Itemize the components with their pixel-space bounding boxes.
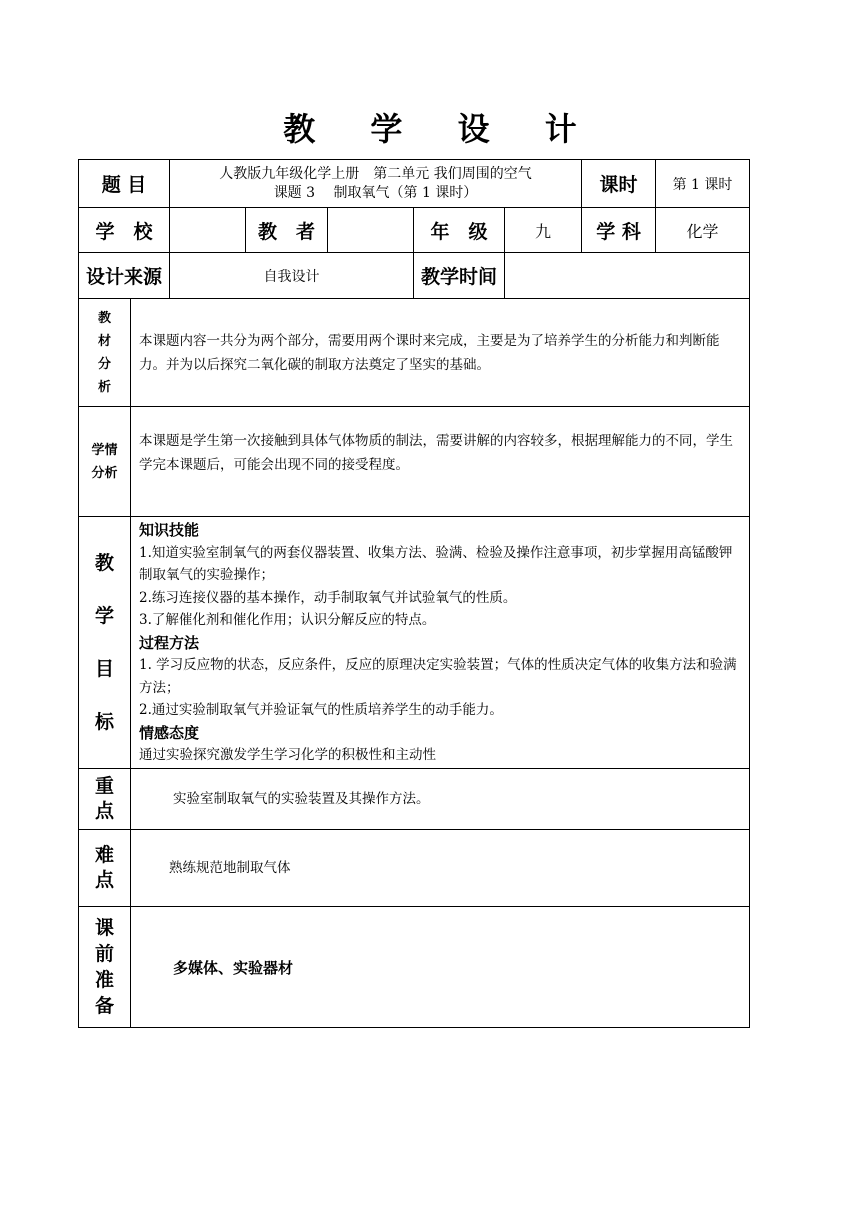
material-analysis-text: 本课题内容一共分为两个部分，需要用两个课时来完成，主要是为了培养学生的分析能力和判断能力。并为以后探究二氧化碳的制取方法奠定了坚实的基础。	[131, 299, 750, 407]
subject-value: 化学	[656, 208, 750, 253]
label-char: 准	[94, 969, 114, 991]
key-point-label	[79, 769, 131, 830]
teacher-label: 教 者	[246, 208, 328, 253]
source-label: 设计来源	[79, 253, 170, 299]
topic-value	[170, 160, 582, 208]
topic-line-2: 课题 3 制取氧气（第 1 课时）	[273, 184, 478, 201]
goals-item: 1. 学习反应物的状态，反应条件，反应的原理决定实验装置；气体的性质决定气体的收集方法和验满方法；	[139, 657, 737, 696]
label-char: 课	[94, 917, 114, 939]
row-topic	[79, 160, 750, 208]
row-student-analysis	[79, 407, 750, 517]
difficulty-label	[79, 830, 131, 907]
row-material-analysis	[79, 299, 750, 407]
label-char: 学情	[91, 442, 118, 458]
subject-label: 学 科	[582, 208, 656, 253]
time-value	[505, 253, 750, 299]
preparation-text: 多媒体、实验器材	[131, 907, 750, 1028]
document-title: 教 学 设 计	[283, 110, 599, 148]
teaching-goals-content	[131, 517, 750, 769]
period-label: 课时	[582, 160, 656, 208]
topic-label: 题 目	[79, 160, 170, 208]
label-char: 材	[97, 333, 111, 349]
school-label: 学 校	[79, 208, 170, 253]
goals-section-heading: 知识技能	[139, 521, 200, 539]
goals-item: 2.通过实验制取氧气并验证氧气的性质培养学生的动手能力。	[139, 702, 503, 718]
lesson-plan-table	[78, 159, 750, 1028]
row-teaching-goals	[79, 517, 750, 769]
label-char: 标	[94, 710, 114, 733]
teacher-value	[328, 208, 414, 253]
row-school	[79, 208, 750, 253]
label-char: 点	[94, 800, 114, 822]
topic-line-1: 人教版九年级化学上册 第二单元 我们周围的空气	[219, 165, 532, 182]
label-char: 教	[94, 551, 114, 574]
teaching-goals-label	[79, 517, 131, 769]
school-value	[170, 208, 246, 253]
goals-item: 通过实验探究激发学生学习化学的积极性和主动性	[139, 747, 436, 763]
difficulty-text: 熟练规范地制取气体	[131, 830, 750, 907]
key-point-text: 实验室制取氧气的实验装置及其操作方法。	[131, 769, 750, 830]
student-analysis-label	[79, 407, 131, 517]
label-char: 析	[97, 379, 111, 395]
source-value: 自我设计	[170, 253, 414, 299]
label-char: 难	[94, 844, 114, 866]
grade-label: 年 级	[414, 208, 505, 253]
goals-item: 3.了解催化剂和催化作用；认识分解反应的特点。	[139, 612, 436, 628]
grade-value: 九	[505, 208, 582, 253]
goals-section-heading: 情感态度	[139, 723, 200, 742]
preparation-label	[79, 907, 131, 1028]
label-char: 点	[94, 869, 114, 891]
row-source	[79, 253, 750, 299]
label-char: 分	[97, 356, 111, 372]
row-difficulty	[79, 830, 750, 907]
period-value: 第 1 课时	[656, 160, 750, 208]
goals-section-heading: 过程方法	[139, 633, 200, 652]
goals-item: 2.练习连接仪器的基本操作，动手制取氧气并试验氧气的性质。	[139, 589, 517, 606]
goals-item: 1.知道实验室制氧气的两套仪器装置、收集方法、验满、检验及操作注意事项，初步掌握用高锰酸钾制取氧气的实验操作；	[139, 544, 733, 583]
row-preparation	[79, 907, 750, 1028]
label-char: 分析	[91, 465, 118, 481]
label-char: 教	[97, 310, 111, 326]
time-label: 教学时间	[414, 253, 505, 299]
label-char: 学	[94, 604, 114, 627]
label-char: 重	[94, 775, 114, 797]
student-analysis-text: 本课题是学生第一次接触到具体气体物质的制法，需要讲解的内容较多，根据理解能力的不同，学生学完本课题后，可能会出现不同的接受程度。	[131, 407, 750, 517]
label-char: 目	[94, 657, 114, 680]
row-key-point	[79, 769, 750, 830]
material-analysis-label	[79, 299, 131, 407]
label-char: 备	[94, 995, 114, 1017]
label-char: 前	[94, 943, 114, 965]
